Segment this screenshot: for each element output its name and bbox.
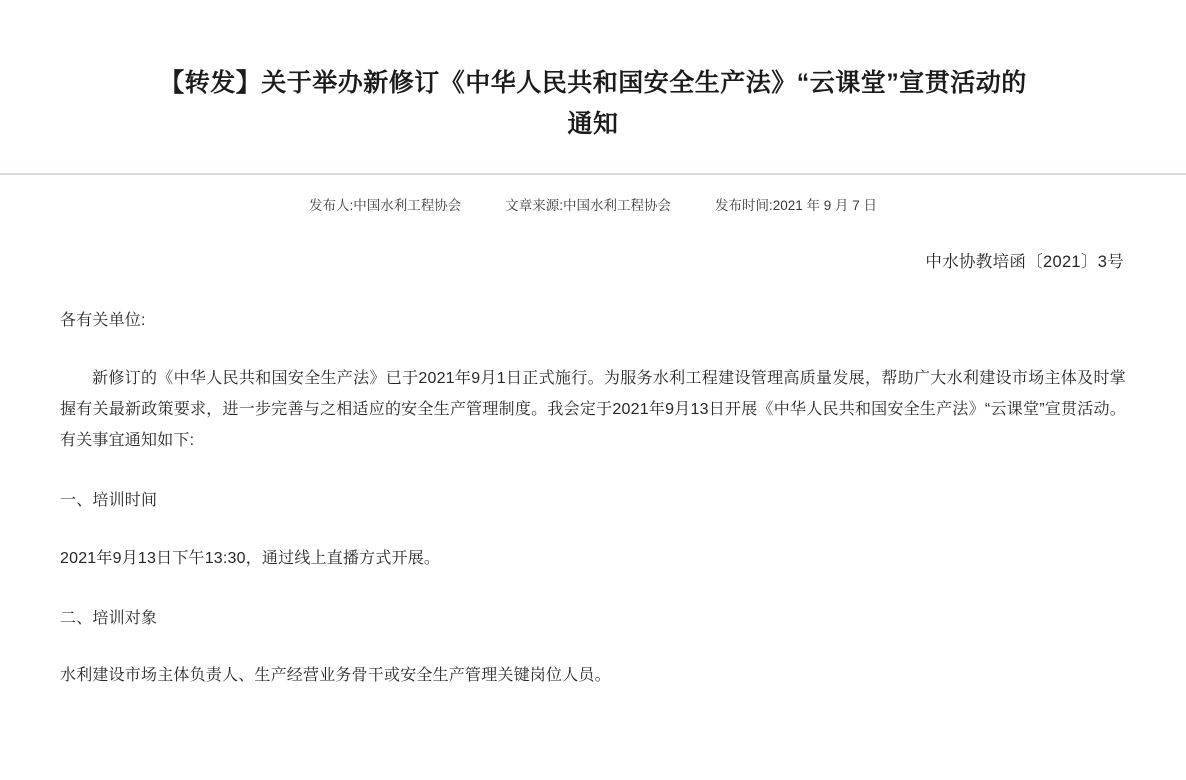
page-title: 【转发】关于举办新修订《中华人民共和国安全生产法》“云课堂”宣贯活动的通知 <box>159 68 1027 138</box>
section-text-2: 水利建设市场主体负责人、生产经营业务骨干或安全生产管理关键岗位人员。 <box>60 667 611 685</box>
document-body <box>0 248 1186 691</box>
title-block <box>0 0 1186 145</box>
section-heading-2: 二、培训对象 <box>60 609 158 627</box>
meta-source: 文章来源:中国水利工程协会 <box>505 198 671 214</box>
document-number: 中水协教培函〔2021〕3号 <box>925 253 1124 272</box>
document-meta <box>0 175 1186 214</box>
salutation: 各有关单位: <box>60 312 146 330</box>
meta-publisher: 发布人:中国水利工程协会 <box>308 198 462 214</box>
section-heading-1: 一、培训时间 <box>60 492 158 510</box>
body-paragraph: 新修订的《中华人民共和国安全生产法》已于2021年9月1日正式施行。为服务水利工程建设管理高质量发展，帮助广大水利建设市场主体及时掌握有关最新政策要求，进一步完善与之相适应的安全生产管理制度。我会定于2021年9月13日开展《中华人民共和国安全生产法》“云课堂”宣贯活动。有关事宜通知如下: <box>60 369 1126 450</box>
meta-publish-date: 发布时间:2021 年 9 月 7 日 <box>714 198 878 214</box>
section-text-1: 2021年9月13日下午13:30，通过线上直播方式开展。 <box>60 549 441 567</box>
